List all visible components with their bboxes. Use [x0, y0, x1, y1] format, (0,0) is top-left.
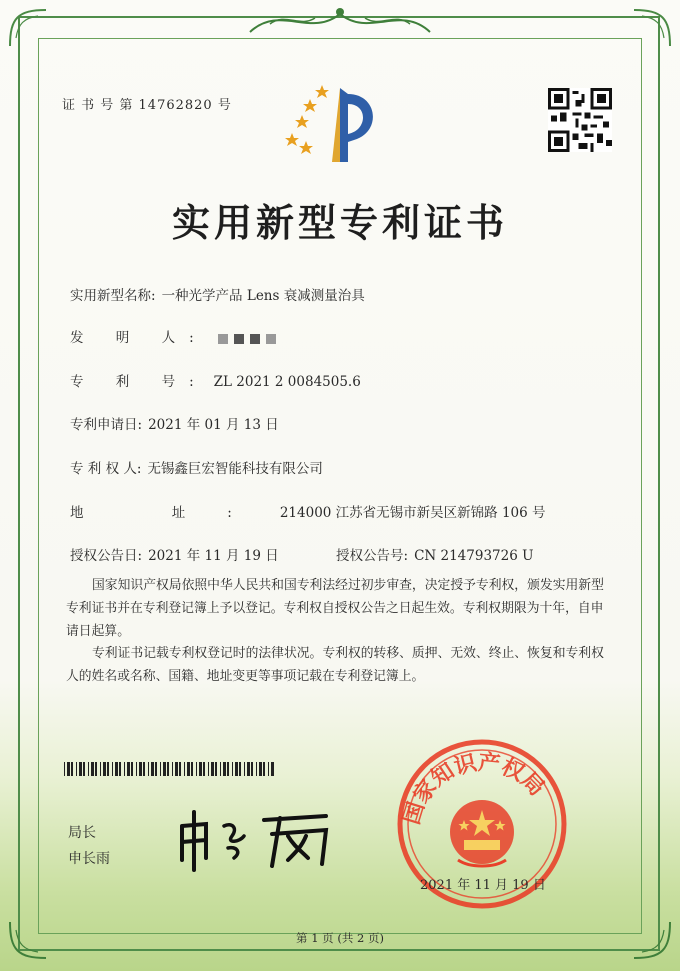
utility-name-value: 一种光学产品 Lens 衰减测量治具 [161, 288, 365, 304]
redaction-block [266, 334, 276, 344]
patentee-label: 专 利 权 人: [70, 461, 142, 477]
signer-title: 局长 [68, 825, 96, 841]
document-title: 实用新型专利证书 [171, 200, 508, 245]
patentee-row [70, 457, 323, 477]
grant-date-label: 授权公告日: [70, 548, 143, 564]
seal-date: 2021 年 11 月 19 日 [420, 878, 546, 893]
patent-no-row [70, 370, 361, 390]
application-date-value: 2021 年 01 月 13 日 [148, 417, 279, 433]
utility-name-row [70, 284, 365, 304]
signature-icon [176, 808, 336, 874]
application-date-row [70, 413, 279, 433]
qr-code-icon [548, 88, 612, 152]
corner-ornament-icon [632, 8, 672, 48]
application-date-label: 专利申请日: [70, 417, 143, 433]
cnipa-logo-icon [282, 80, 392, 170]
redaction-block [218, 334, 228, 344]
grant-date-row [70, 544, 279, 564]
grant-paragraph: 国家知识产权局依照中华人民共和国专利法经过初步审查，决定授予专利权，颁发实用新型专利证书并在专利登记簿上予以登记。专利权自授权公告之日起生效。专利权期限为十年，自申请日起算。 [66, 578, 604, 639]
page-number: 第 1 页 (共 2 页) [296, 931, 384, 945]
inventor-redacted [218, 330, 282, 346]
redaction-block [234, 334, 244, 344]
signer-name: 申长雨 [68, 851, 110, 867]
utility-name-label: 实用新型名称: [70, 288, 156, 304]
patentee-value: 无锡鑫巨宏智能科技有限公司 [147, 461, 323, 477]
corner-ornament-icon [8, 8, 48, 48]
patent-no-value: ZL 2021 2 0084505.6 [213, 374, 361, 390]
inventor-row [70, 326, 282, 346]
barcode-icon [64, 762, 274, 776]
top-ornament-icon [240, 4, 440, 38]
address-value: 214000 江苏省无锡市新吴区新锦路 106 号 [279, 505, 546, 521]
patent-no-label: 专 利 号: [70, 374, 208, 390]
address-row [70, 501, 546, 521]
address-label: 地 址: [70, 505, 274, 521]
grant-no-value: CN 214793726 U [414, 548, 534, 564]
grant-date-value: 2021 年 11 月 19 日 [148, 548, 279, 564]
inventor-label: 发 明 人: [70, 330, 208, 346]
legal-status-paragraph: 专利证书记载专利权登记时的法律状况。专利权的转移、质押、无效、终止、恢复和专利权人的姓名或名称、国籍、地址变更等事项记载在专利登记簿上。 [66, 646, 604, 684]
certificate-number: 证 书 号 第 14762820 号 [62, 98, 232, 113]
svg-text:国家知识产权局: 国家知识产权局 [399, 750, 549, 828]
redaction-block [250, 334, 260, 344]
grant-no-row [336, 544, 533, 564]
grant-no-label: 授权公告号: [336, 548, 409, 564]
